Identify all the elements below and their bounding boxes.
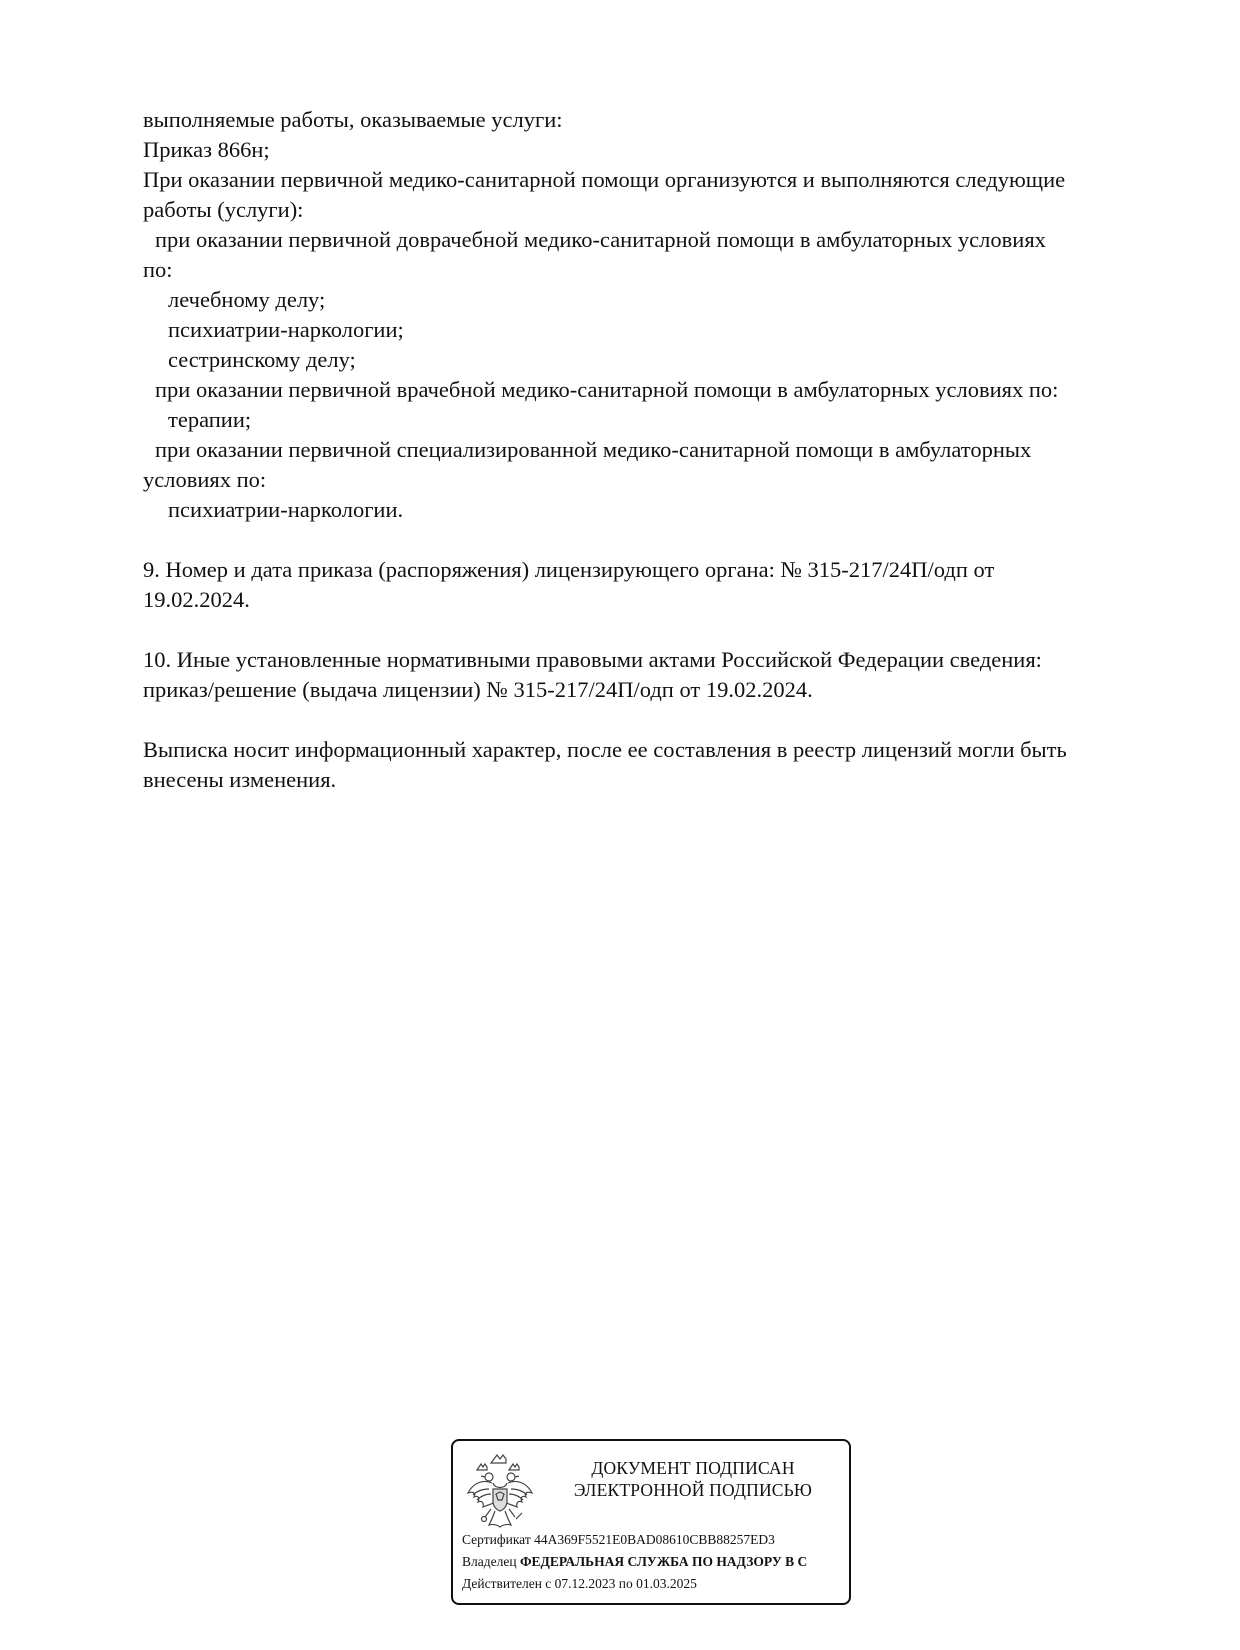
stamp-title-line: ДОКУМЕНТ ПОДПИСАН: [591, 1458, 795, 1478]
certificate-row: [462, 1529, 807, 1551]
text-line: 10. Иные установленные нормативными правовыми актами Российской Федерации сведения:: [143, 647, 1042, 672]
text-line: внесены изменения.: [143, 767, 337, 792]
paragraph-gap: [143, 525, 1153, 555]
paragraph-gap: [143, 615, 1153, 645]
text-line: при оказании первичной доврачебной медико-санитарной помощи в амбулаторных условиях: [155, 227, 1046, 252]
certificate-label: Сертификат: [462, 1532, 531, 1547]
stamp-title-line: ЭЛЕКТРОННОЙ ПОДПИСЬЮ: [573, 1480, 813, 1500]
text-line: психиатрии-наркологии;: [168, 317, 404, 342]
stamp-title: [543, 1457, 843, 1501]
document-body: [143, 105, 1153, 795]
stamp-details: [462, 1529, 807, 1595]
text-line: сестринскому делу;: [168, 347, 356, 372]
russian-coat-of-arms-icon: [465, 1453, 535, 1533]
owner-value: ФЕДЕРАЛЬНАЯ СЛУЖБА ПО НАДЗОРУ В С: [519, 1554, 808, 1569]
text-line: выполняемые работы, оказываемые услуги:: [143, 107, 563, 132]
item-10-paragraph: [143, 645, 1153, 705]
text-line: 19.02.2024.: [143, 587, 250, 612]
owner-label: Владелец: [462, 1554, 517, 1569]
text-line: приказ/решение (выдача лицензии) № 315-217/24П/одп от 19.02.2024.: [143, 677, 813, 702]
text-line: работы (услуги):: [143, 197, 304, 222]
text-line: Приказ 866н;: [143, 137, 270, 162]
text-line: психиатрии-наркологии.: [168, 497, 404, 522]
text-line: терапии;: [168, 407, 252, 432]
text-line: условиях по:: [143, 467, 267, 492]
certificate-value: 44A369F5521E0BAD08610CBB88257ED3: [534, 1532, 775, 1547]
text-line: 9. Номер и дата приказа (распоряжения) лицензирующего органа: № 315-217/24П/одп от: [143, 557, 995, 582]
item-9-paragraph: [143, 555, 1153, 615]
text-line: по:: [143, 257, 173, 282]
text-line: лечебному делу;: [168, 287, 326, 312]
disclaimer-paragraph: [143, 735, 1153, 795]
paragraph-gap: [143, 705, 1153, 735]
owner-row: [462, 1551, 807, 1573]
electronic-signature-stamp: [451, 1439, 851, 1605]
text-line: Выписка носит информационный характер, после ее составления в реестр лицензий могли быть: [143, 737, 1067, 762]
text-line: при оказании первичной врачебной медико-санитарной помощи в амбулаторных условиях по:: [155, 377, 1059, 402]
validity-row: Действителен с 07.12.2023 по 01.03.2025: [462, 1576, 697, 1591]
text-line: при оказании первичной специализированной медико-санитарной помощи в амбулаторных: [155, 437, 1032, 462]
text-line: При оказании первичной медико-санитарной помощи организуются и выполняются следующие: [143, 167, 1066, 192]
